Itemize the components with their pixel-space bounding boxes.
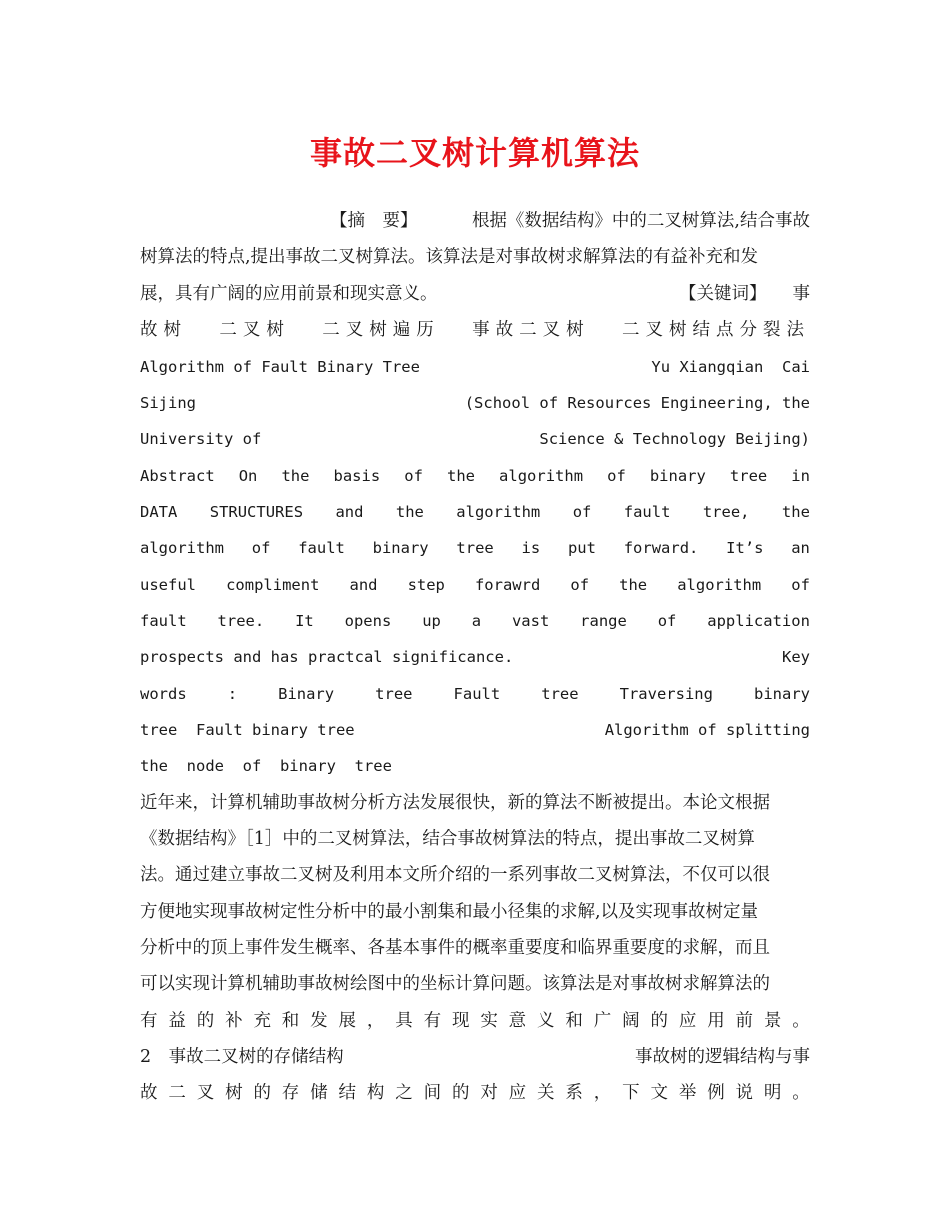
word: in xyxy=(791,467,810,485)
char: 和 xyxy=(281,1011,300,1031)
keywords-en-line-2 xyxy=(140,715,810,745)
word: of xyxy=(607,467,626,485)
authors-cont: Sijing xyxy=(140,394,196,412)
word: algorithm xyxy=(456,503,541,521)
char: 补 xyxy=(225,1011,243,1031)
section-2-line xyxy=(140,1042,810,1072)
word: step xyxy=(407,576,445,594)
word: compliment xyxy=(226,576,320,594)
body-line: 可以实现计算机辅助事故树绘图中的坐标计算问题。该算法是对事故树求解算法的 xyxy=(140,974,770,994)
word: Fault xyxy=(453,685,501,703)
word: of xyxy=(791,576,810,594)
abstract-en-line-4 xyxy=(140,570,810,600)
word: is xyxy=(521,539,541,557)
char: 益 xyxy=(168,1011,186,1031)
abstract-en-line-1 xyxy=(140,461,810,491)
keywords-en-line-3 xyxy=(140,751,810,781)
word: of xyxy=(657,612,677,630)
char: 有 xyxy=(140,1011,158,1031)
english-title-line xyxy=(140,352,810,382)
word: tree xyxy=(541,685,579,703)
word: up xyxy=(422,612,441,630)
char: 阔 xyxy=(622,1011,640,1031)
word: the xyxy=(395,503,424,521)
char: 前 xyxy=(735,1011,754,1031)
keywords-en-line-1 xyxy=(140,679,810,709)
keywords-lead: 事 xyxy=(792,284,810,304)
word: On xyxy=(238,467,258,485)
affiliation: (School of Resources Engineering, the xyxy=(464,394,810,412)
abstract-en-line-3 xyxy=(140,533,810,563)
word: STRUCTURES xyxy=(209,503,304,521)
word: DATA xyxy=(140,503,178,521)
char: 的 xyxy=(650,1011,668,1031)
word: the xyxy=(619,576,648,594)
abstract-label: 【摘 要】 xyxy=(330,211,418,231)
keyword: 二叉树遍历 xyxy=(322,320,440,340)
char: 应 xyxy=(678,1011,697,1031)
char: 构 xyxy=(366,1083,385,1103)
word: Binary xyxy=(278,685,335,703)
keyword: 事故二叉树 xyxy=(472,320,590,340)
word: tree xyxy=(456,539,494,557)
abstract-en-line-6 xyxy=(140,642,810,672)
word: It’s xyxy=(726,539,764,557)
body-line: 法。通过建立事故二叉树及利用本文所介绍的一系列事故二叉树算法，不仅可以很 xyxy=(140,865,770,885)
char: 有 xyxy=(423,1011,442,1031)
word: binary xyxy=(372,539,429,557)
affiliation: Science & Technology Beijing) xyxy=(539,430,810,448)
char: 。 xyxy=(792,1083,810,1103)
char: 存 xyxy=(281,1083,300,1103)
char: 储 xyxy=(310,1083,328,1103)
affiliation: University of xyxy=(140,430,262,448)
char: 下 xyxy=(622,1083,640,1103)
word: and xyxy=(349,576,378,594)
keywords-label: 【关键词】 xyxy=(679,284,767,304)
word: opens xyxy=(344,612,392,630)
section-2-heading: 2 事故二叉树的存储结构 xyxy=(140,1047,344,1067)
char: 的 xyxy=(451,1083,470,1103)
char: 结 xyxy=(338,1083,357,1103)
abstract-cn-line-2: 树算法的特点,提出事故二叉树算法。该算法是对事故树求解算法的有益补充和发 xyxy=(140,247,759,267)
word: fault xyxy=(298,539,345,557)
char: 的 xyxy=(253,1083,271,1103)
abstract-text: 根据《数据结构》中的二叉树算法,结合事故 xyxy=(471,211,810,231)
keywords-en: the node of binary tree xyxy=(140,757,392,775)
char: 展 xyxy=(338,1011,357,1031)
keywords-cn-line xyxy=(140,315,810,345)
char: 文 xyxy=(650,1083,668,1103)
char: 举 xyxy=(678,1083,697,1103)
word: application xyxy=(707,612,810,630)
keywords-en-lead: Key xyxy=(782,648,810,666)
body-line-justified xyxy=(140,1006,810,1036)
char: 对 xyxy=(480,1083,498,1103)
char: 现 xyxy=(451,1011,470,1031)
keywords-en: Algorithm of splitting xyxy=(604,721,810,739)
word: algorithm xyxy=(499,467,584,485)
word: the xyxy=(781,503,810,521)
char: 具 xyxy=(395,1011,413,1031)
keywords-cn-head xyxy=(679,279,810,309)
word: : xyxy=(227,685,238,703)
abstract-cn-line-1 xyxy=(140,206,810,236)
char: 实 xyxy=(480,1011,498,1031)
char: 用 xyxy=(707,1011,725,1031)
affiliation-line xyxy=(140,424,810,454)
word: the xyxy=(446,467,475,485)
body-text: 事故树的逻辑结构与事 xyxy=(635,1047,810,1067)
word: vast xyxy=(511,612,550,630)
word: of xyxy=(570,576,590,594)
char: 间 xyxy=(423,1083,442,1103)
word: forward. xyxy=(623,539,699,557)
char: 之 xyxy=(395,1083,413,1103)
char: 故 xyxy=(140,1083,158,1103)
word: useful xyxy=(140,576,196,594)
word: tree xyxy=(729,467,768,485)
word: algorithm xyxy=(677,576,762,594)
body-line: 分析中的顶上事件发生概率、各基本事件的概率重要度和临界重要度的求解，而且 xyxy=(140,938,770,958)
char: ， xyxy=(366,1011,385,1031)
word: of xyxy=(251,539,271,557)
char: 例 xyxy=(707,1083,725,1103)
authors: Yu Xiangqian Cai xyxy=(651,358,810,376)
char: 和 xyxy=(565,1011,583,1031)
word: tree xyxy=(375,685,413,703)
word: binary xyxy=(649,467,706,485)
word: and xyxy=(335,503,364,521)
word: words xyxy=(140,685,187,703)
word: binary xyxy=(754,685,810,703)
char: 广 xyxy=(593,1011,612,1031)
keyword: 故树 xyxy=(140,320,187,340)
char: 义 xyxy=(537,1011,555,1031)
char: 的 xyxy=(196,1011,215,1031)
body-line: 近年来，计算机辅助事故树分析方法发展很快，新的算法不断被提出。本论文根据 xyxy=(140,793,770,813)
body-line-justified xyxy=(140,1078,810,1108)
english-title: Algorithm of Fault Binary Tree xyxy=(140,358,420,376)
char: ， xyxy=(593,1083,612,1103)
word: range xyxy=(580,612,627,630)
word: the xyxy=(281,467,310,485)
word: basis xyxy=(333,467,381,485)
abstract-en-line-2 xyxy=(140,497,810,527)
abstract-en-line-5 xyxy=(140,606,810,636)
char: 说 xyxy=(735,1083,754,1103)
word: a xyxy=(471,612,482,630)
word: tree. xyxy=(217,612,265,630)
abstract-text: 展，具有广阔的应用前景和现实意义。 xyxy=(140,284,438,304)
char: 明 xyxy=(763,1083,782,1103)
abstract-cn-line-3 xyxy=(140,279,810,309)
char: 树 xyxy=(225,1083,243,1103)
page-title: 事故二叉树计算机算法 xyxy=(309,134,640,172)
word: forawrd xyxy=(474,576,541,594)
char: 景 xyxy=(763,1011,782,1031)
char: 应 xyxy=(508,1083,527,1103)
word: Abstract xyxy=(140,467,215,485)
word: of xyxy=(404,467,423,485)
char: 叉 xyxy=(196,1083,215,1103)
body-line: 《数据结构》［1］中的二叉树算法，结合事故树算法的特点，提出事故二叉树算 xyxy=(140,829,755,849)
word: algorithm xyxy=(140,539,224,557)
char: 充 xyxy=(253,1011,271,1031)
word: It xyxy=(295,612,314,630)
word: put xyxy=(567,539,596,557)
word: fault xyxy=(140,612,187,630)
char: 发 xyxy=(310,1011,328,1031)
char: 系 xyxy=(565,1083,583,1103)
char: 二 xyxy=(168,1083,186,1103)
word: of xyxy=(572,503,592,521)
char: 关 xyxy=(537,1083,555,1103)
char: 意 xyxy=(508,1011,527,1031)
keyword: 二叉树 xyxy=(219,320,290,340)
word: tree, xyxy=(702,503,750,521)
char: 。 xyxy=(792,1011,810,1031)
word: an xyxy=(791,539,810,557)
keywords-en: tree Fault binary tree xyxy=(140,721,355,739)
keyword: 二叉树结点分裂法 xyxy=(622,320,810,340)
abstract-en-tail: prospects and has practcal significance. xyxy=(140,648,514,666)
word: Traversing xyxy=(619,685,713,703)
authors-affil-line xyxy=(140,388,810,418)
body-line: 方便地实现事故树定性分析中的最小割集和最小径集的求解,以及实现事故树定量 xyxy=(140,902,759,922)
word: fault xyxy=(623,503,671,521)
